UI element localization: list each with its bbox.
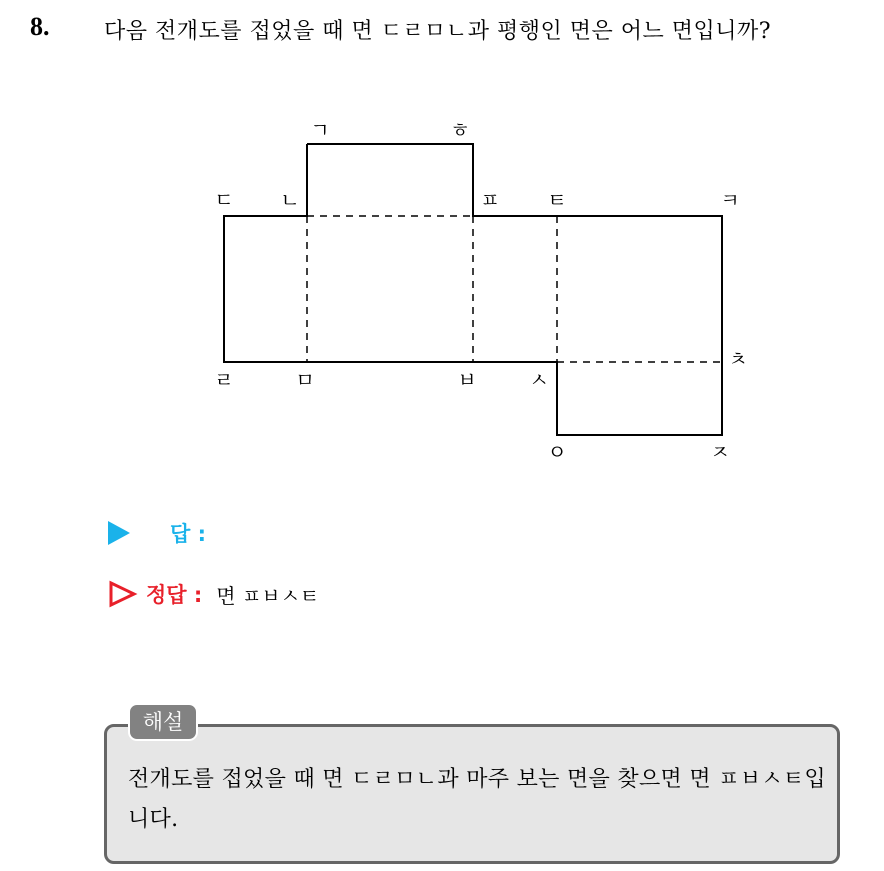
filled-triangle-icon	[108, 521, 130, 545]
question-text: 다음 전개도를 접었을 때 면 ㄷㄹㅁㄴ과 평행인 면은 어느 면입니까?	[104, 19, 772, 44]
outline-triangle-icon	[108, 580, 138, 608]
answer-label: 답 :	[170, 522, 206, 546]
vertex-label-siot: ㅅ	[529, 368, 549, 392]
vertex-label-hieut: ㅎ	[450, 118, 470, 142]
vertex-label-pieup: ㅍ	[480, 188, 500, 212]
question-number: 8.	[30, 12, 50, 41]
explanation-tab: 해설	[128, 703, 198, 741]
correct-answer-value: 면 ㅍㅂㅅㅌ	[216, 583, 320, 608]
vertex-label-chieut: ㅊ	[728, 347, 748, 371]
vertex-label-nieun: ㄴ	[280, 188, 300, 212]
correct-answer-row	[108, 578, 319, 610]
vertex-label-bieup: ㅂ	[457, 368, 477, 392]
vertex-label-mieum: ㅁ	[295, 368, 315, 392]
answer-row	[108, 518, 206, 548]
vertex-label-ieung: ㅇ	[547, 440, 567, 464]
explanation-text: 전개도를 접었을 때 면 ㄷㄹㅁㄴ과 마주 보는 면을 찾으면 면 ㅍㅂㅅㅌ입니다.	[128, 767, 826, 832]
correct-answer-label: 정답 :	[146, 583, 203, 607]
vertex-label-tieut: ㅌ	[547, 188, 567, 212]
vertex-label-giyeok: ㄱ	[310, 118, 330, 142]
vertex-label-kieuk: ㅋ	[720, 188, 740, 212]
vertex-label-jieut: ㅈ	[710, 440, 730, 464]
vertex-label-digeut: ㄷ	[214, 188, 234, 212]
vertex-label-rieul: ㄹ	[214, 368, 234, 392]
